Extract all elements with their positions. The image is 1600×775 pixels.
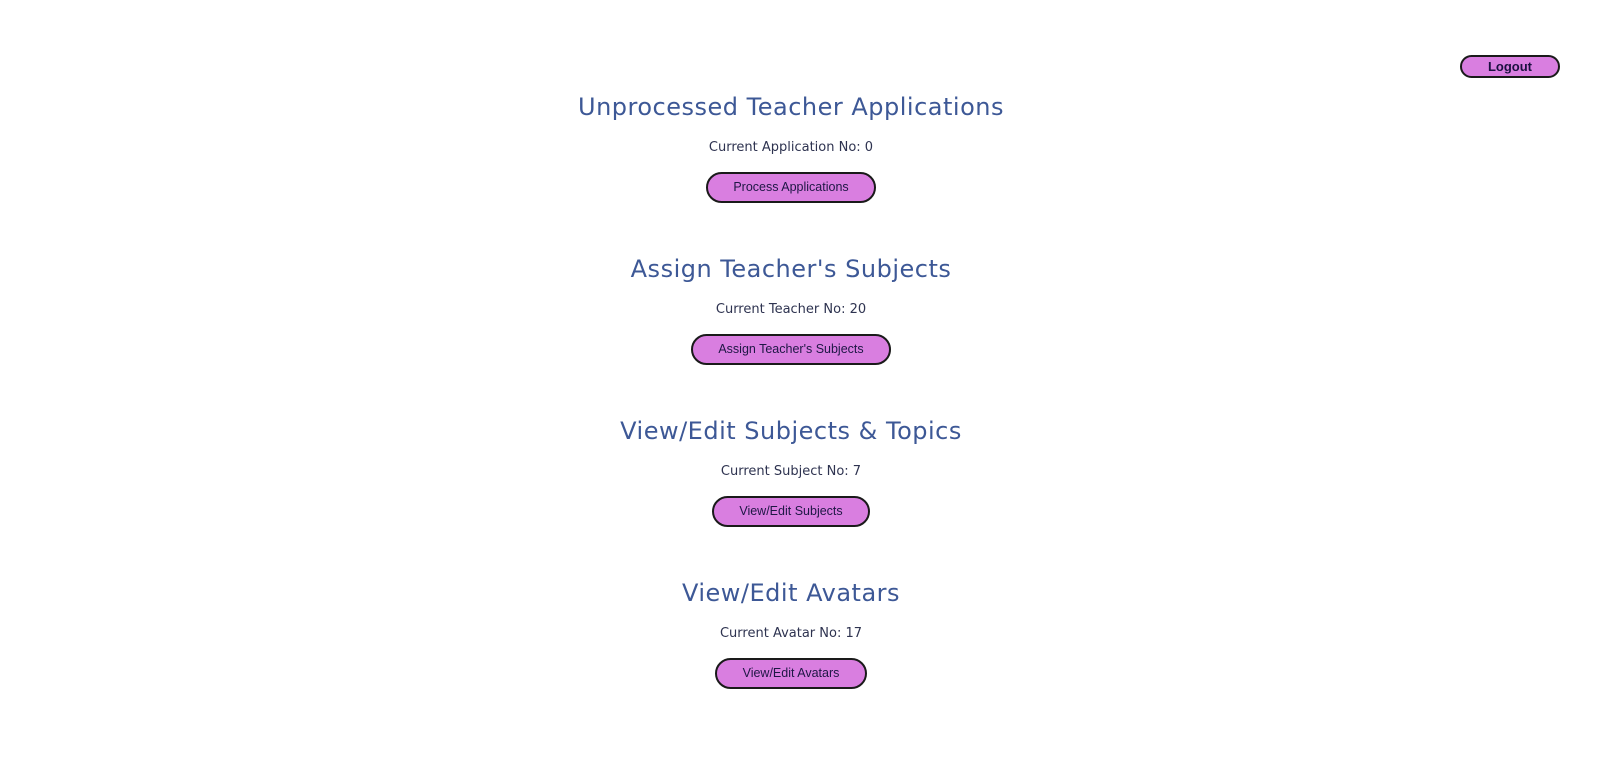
- view-edit-avatars-button[interactable]: View/Edit Avatars: [715, 658, 867, 689]
- section-teacher-applications: [0, 90, 1582, 194]
- subject-count: Current Subject No: 7: [720, 464, 862, 479]
- section-title: View/Edit Subjects & Topics: [620, 417, 962, 445]
- avatar-count: Current Avatar No: 17: [719, 626, 863, 641]
- section-title: Assign Teacher's Subjects: [630, 255, 952, 283]
- section-avatars: [0, 576, 1582, 680]
- section-title: View/Edit Avatars: [681, 579, 901, 607]
- section-assign-subjects: [0, 252, 1582, 356]
- teacher-count: Current Teacher No: 20: [715, 302, 867, 317]
- logout-button[interactable]: Logout: [1460, 55, 1560, 78]
- section-subjects-topics: [0, 414, 1582, 518]
- section-title: Unprocessed Teacher Applications: [578, 93, 1004, 121]
- assign-teacher-subjects-button[interactable]: Assign Teacher's Subjects: [691, 334, 891, 365]
- process-applications-button[interactable]: Process Applications: [706, 172, 876, 203]
- view-edit-subjects-button[interactable]: View/Edit Subjects: [712, 496, 870, 527]
- application-count: Current Application No: 0: [708, 140, 874, 155]
